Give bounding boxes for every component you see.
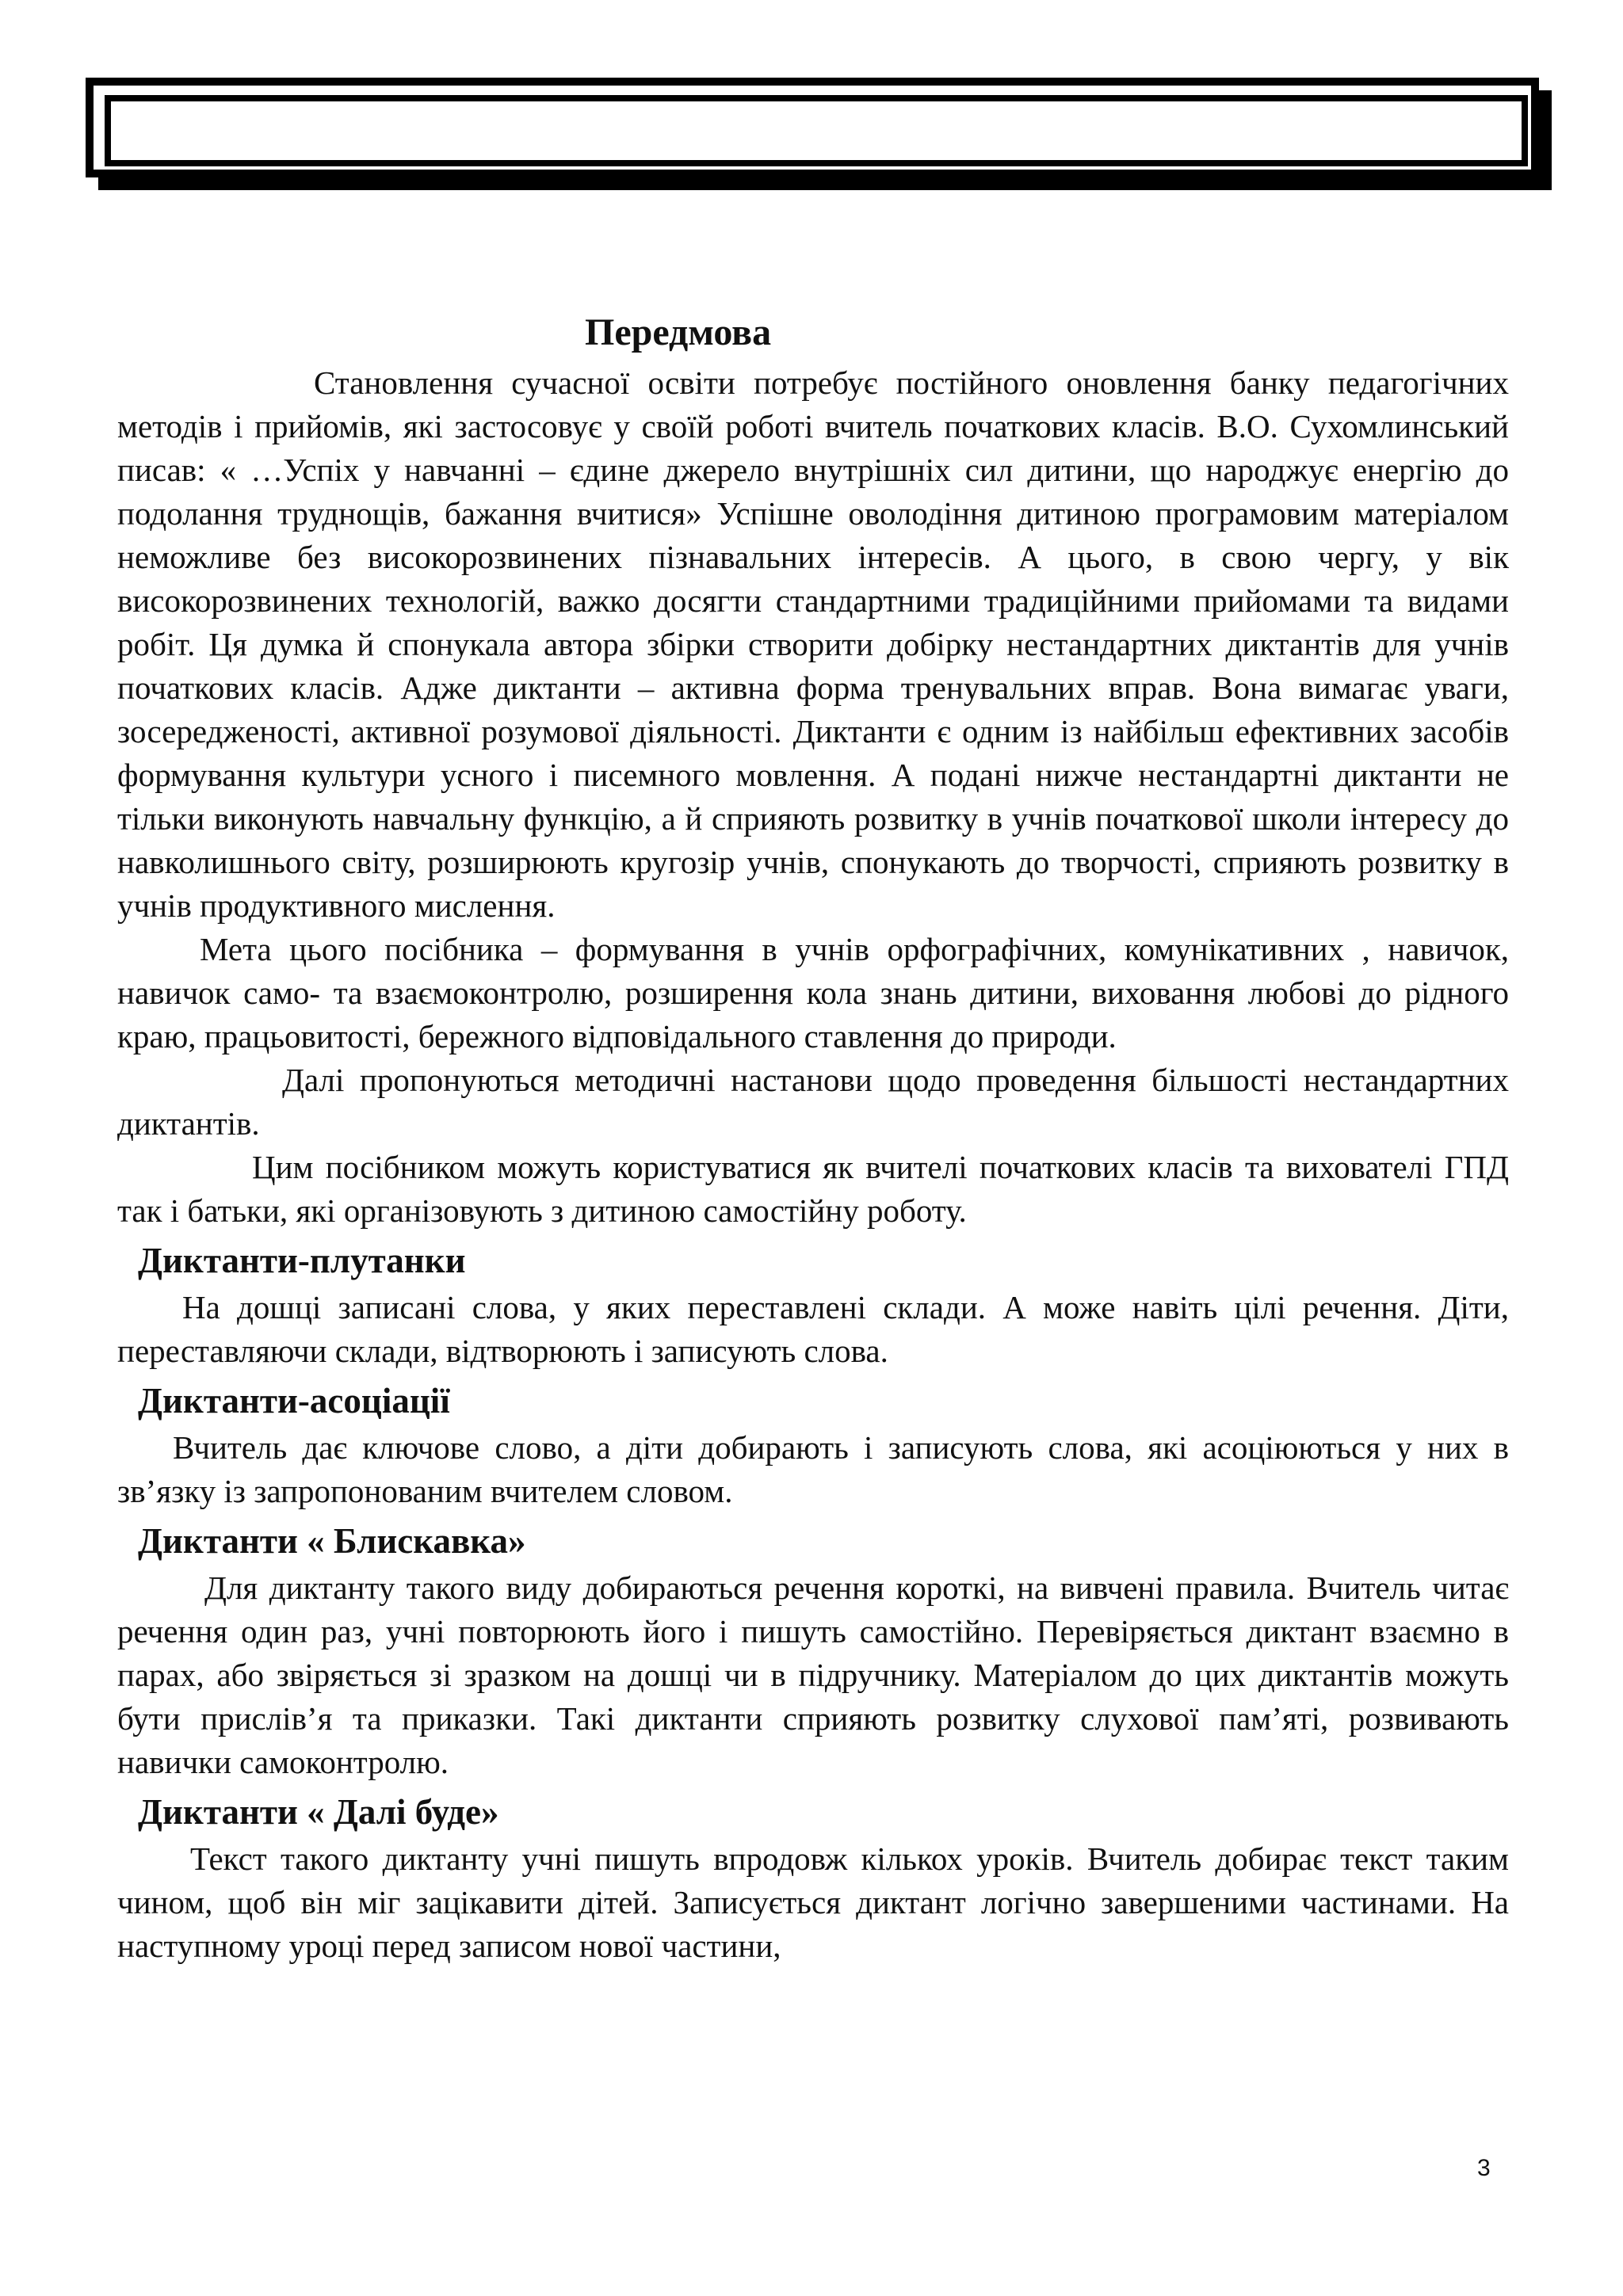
section-text: На дошці записані слова, у яких переставлені склади. А може навіть цілі речення. Діти, переставляючи склади, відтворюють і записують слова. [117,1289,1509,1369]
intro-paragraph: Мета цього посібника – формування в учнів орфографічних, комунікативних , навичок, навичок само- та взаємоконтролю, розширення кола знань дитини, виховання любові до рідного краю, працьовитості, бережного відповідального ставлення до природи. [117,931,1509,1055]
section-heading: Диктанти « Далі буде» [138,1792,499,1832]
intro-paragraph: Далі пропонуються методичні настанови щодо проведення більшості нестандартних диктантів. [117,1062,1509,1142]
section-text: Текст такого диктанту учні пишуть впродовж кількох уроків. Вчитель добирає текст таким чином, щоб він міг зацікавити дітей. Записується диктант логічно завершеними частинами. На наступному уроці перед записом нової частини, [117,1840,1509,1964]
section-heading: Диктанти-плутанки [138,1241,466,1280]
section-text: Вчитель дає ключове слово, а діти добирають і записують слова, які асоціюються у них в зв’язку із запропонованим вчителем словом. [117,1429,1509,1509]
intro-paragraph: Становлення сучасної освіти потребує постійного оновлення банку педагогічних методів і прийомів, які застосовує у своїй роботі вчитель початкових класів. В.О. Сухомлинський писав: « …Успіх у навчанні – єдине джерело внутрішніх сил дитини, що народжує енергію до подолання труднощів, бажання вчитися» Успішне оволодіння дитиною програмовим матеріалом неможливе без високорозвинених пізнавальних інтересів. А цього, в свою чергу, у вік високорозвинених технологій, важко досягти стандартними традиційними прийомами та видами робіт. Ця думка й спонукала автора збірки створити добірку нестандартних диктантів для учнів початкових класів. Адже диктанти – активна форма тренувальних вправ. Вона вимагає уваги, зосередженості, активної розумової діяльності. Диктанти є одним із найбільш ефективних засобів формування культури усного і писемного мовлення. А подані нижче нестандартні диктанти не тільки виконують навчальну функцію, а й сприяють розвитку в учнів початкової школи інтересу до навколишнього світу, розширюють кругозір учнів, спонукають до творчості, сприяють розвитку в учнів продуктивного мислення. [117,364,1509,924]
section-text: Для диктанту такого виду добираються речення короткі, на вивчені правила. Вчитель читає речення один раз, учні повторюють його і пишуть самостійно. Перевіряється диктант взаємно в парах, або звіряється зі зразком на дошці чи в підручнику. Матеріалом до цих диктантів можуть бути прислів’я та приказки. Такі диктанти сприяють розвитку слухової пам’яті, розвивають навички самоконтролю. [117,1569,1509,1780]
page-title: Передмова [585,311,772,353]
page-content [117,307,1509,1968]
page-number: 3 [1477,2155,1491,2181]
banner-box [105,95,1528,166]
intro-paragraph: Цим посібником можуть користуватися як вчителі початкових класів та вихователі ГПД так і батьки, які організовують з дитиною самостійну роботу. [117,1149,1509,1229]
section-heading: Диктанти « Блискавка» [138,1521,526,1561]
section-heading: Диктанти-асоціації [138,1381,450,1421]
